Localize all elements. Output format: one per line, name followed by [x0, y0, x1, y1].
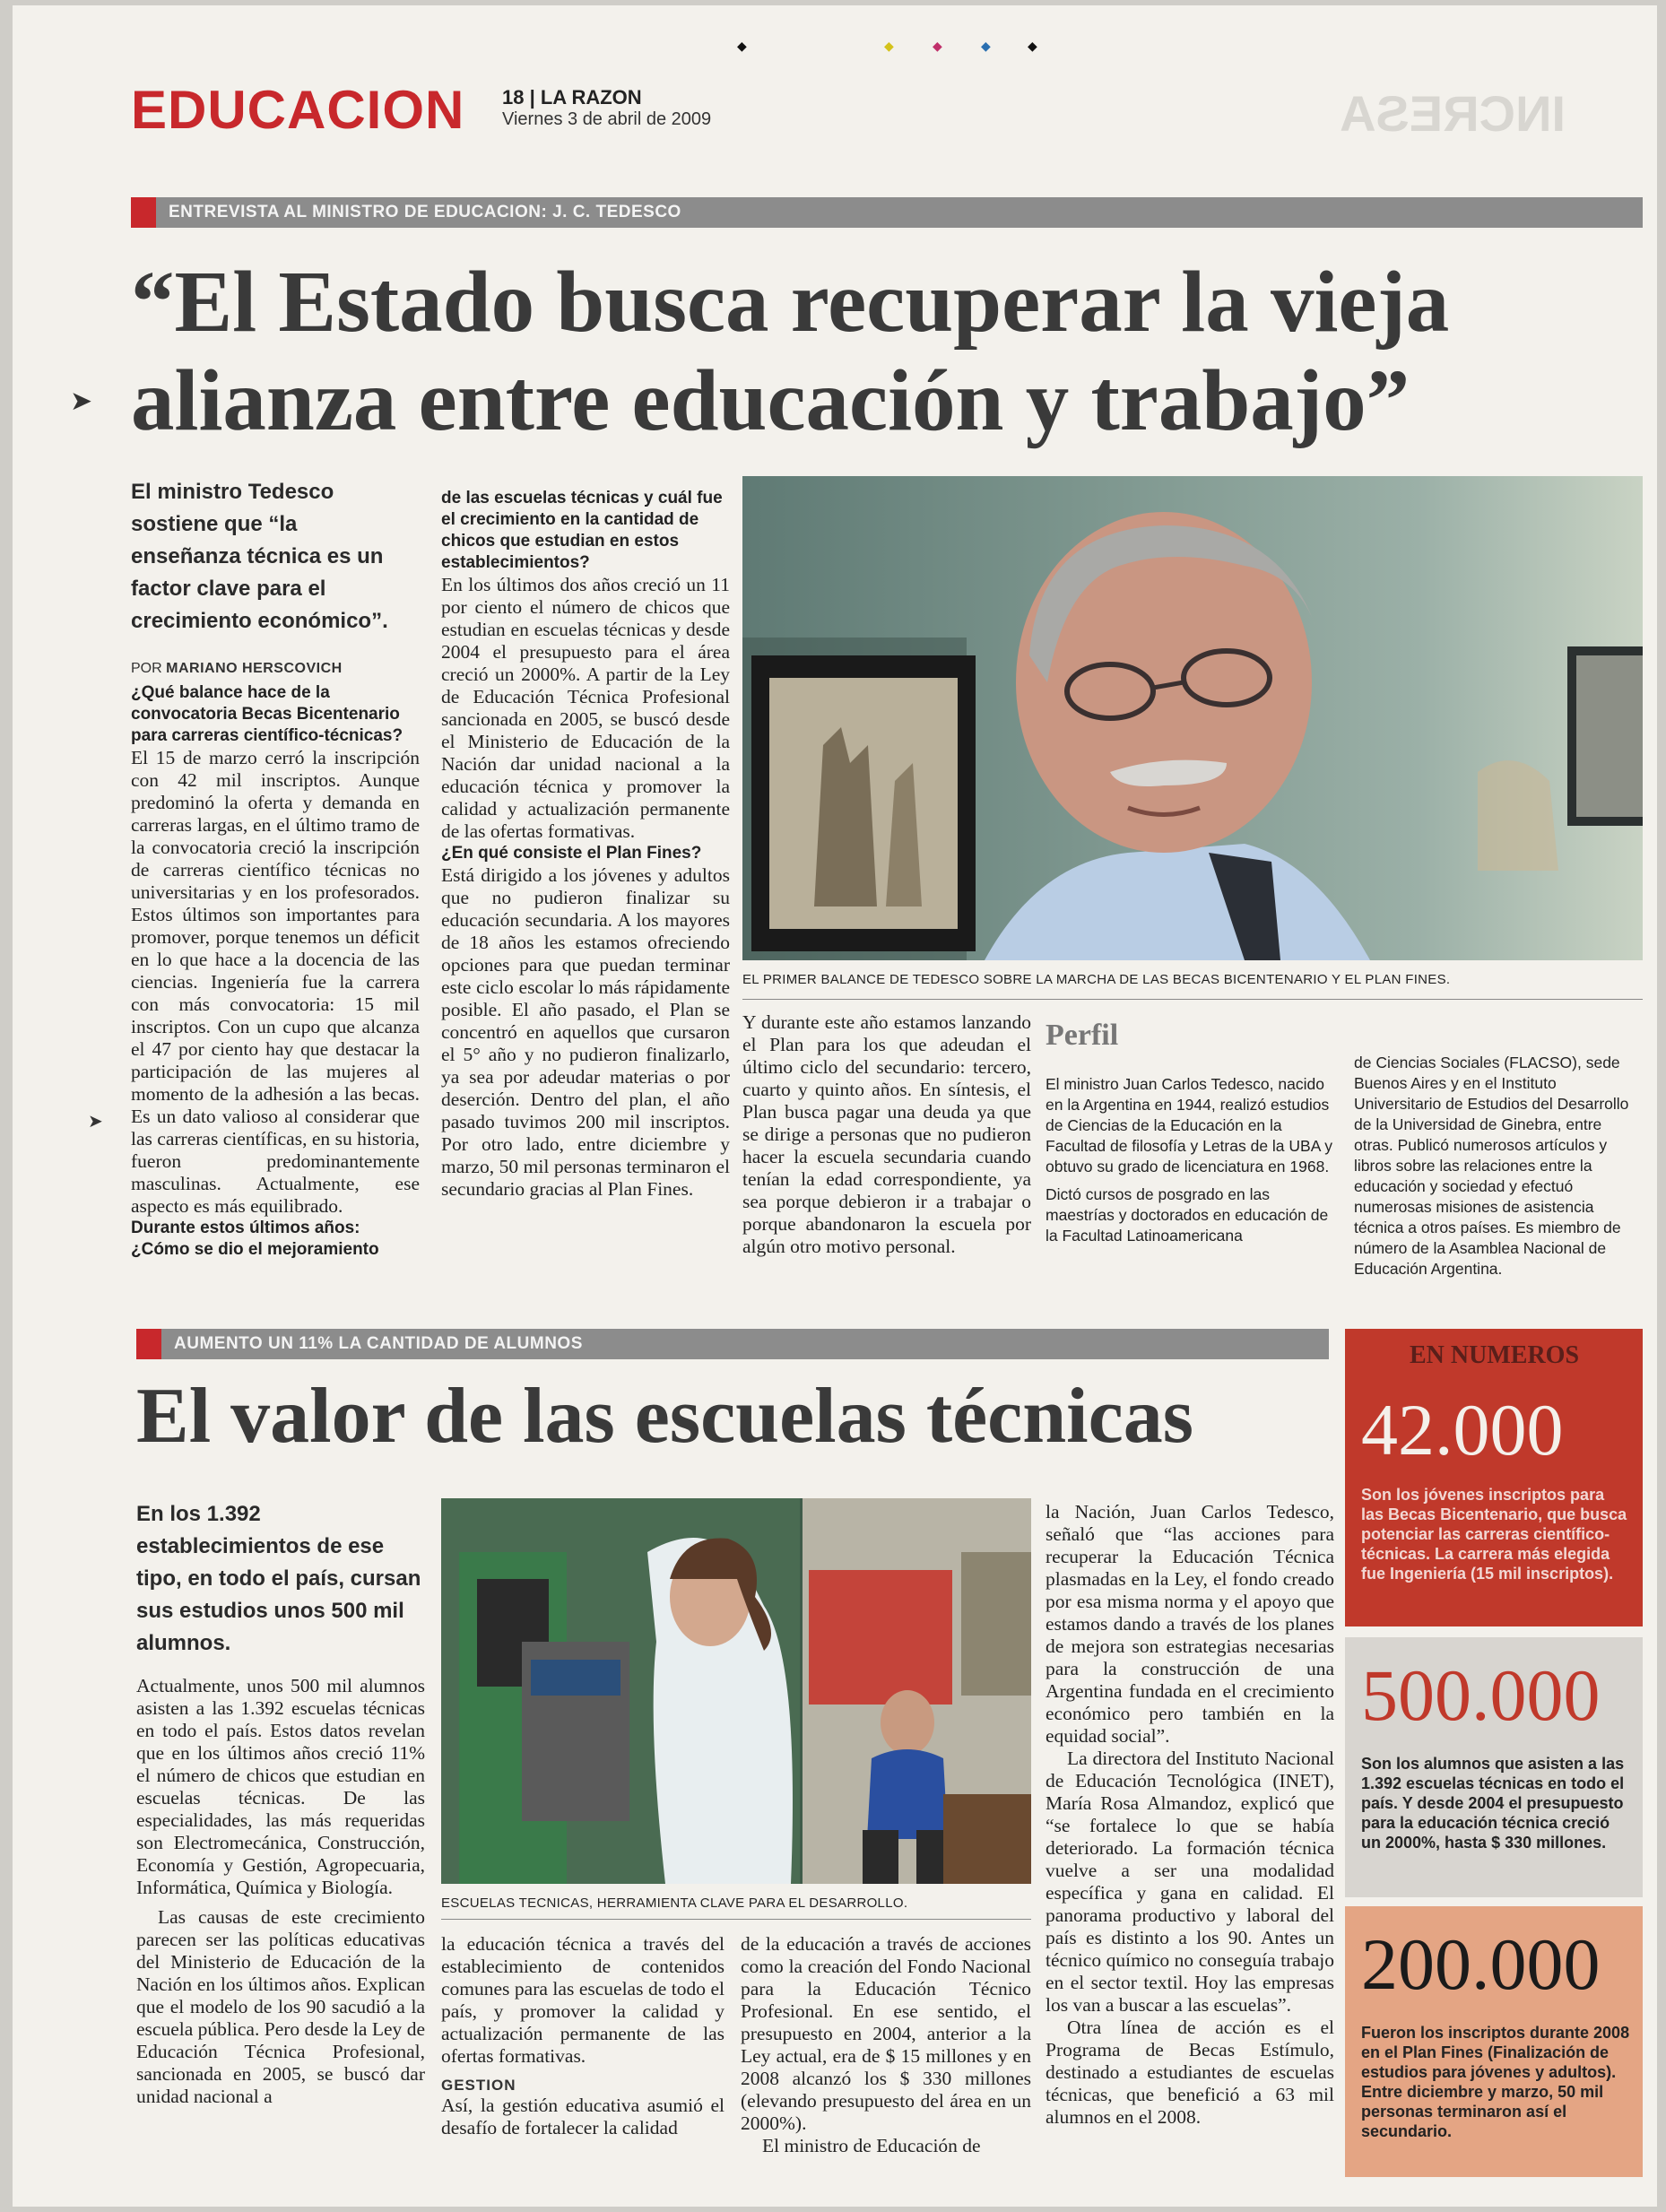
numbers-title: EN NUMEROS: [1410, 1341, 1580, 1369]
answer-3: Está dirigido a los jóvenes y adultos que no pudieron finalizar su educación secundaria. A los mayores de 18 años les estamos ofreciendo opciones para que puedan terminar este ciclo escolar lo más rápidamente posible. El año pasado, el Plan se concentró en aquellos que cursaron el 5° año y no pudieron finalizarlo, ya sea por adeudar materias o por deserción. Dentro del plan, el año pasado tuvimos 200 mil inscriptos. Por otro lado, entre diciembre y marzo, 50 mil personas terminaron el secundario gracias al Plan Fines.: [441, 864, 730, 1200]
perfil-col1: [1046, 1074, 1341, 1246]
kicker-label: ENTREVISTA AL MINISTRO DE EDUCACION: J. C. TEDESCO: [169, 203, 681, 221]
workshop-illustration: [441, 1498, 1031, 1884]
schools-col1: [136, 1675, 425, 2108]
number-text: Fueron los inscriptos durante 2008 en el Plan Fines (Finalización de estudios para jóvenes y adultos). Entre diciembre y marzo, 50 mil personas terminaron así el secundario.: [1361, 2024, 1630, 2140]
kicker-square: [136, 1329, 161, 1359]
kicker-square: [131, 197, 156, 228]
schools-kicker: [136, 1329, 1329, 1359]
question-3: ¿En qué consiste el Plan Fines?: [441, 844, 702, 863]
newspaper-page: [13, 5, 1657, 2207]
number-text: Son los jóvenes inscriptos para las Becas Bicentenario, que busca potenciar las carreras científico-técnicas. La carrera más elegida fue Ingeniería (15 mil inscriptos).: [1361, 1486, 1627, 1583]
schools-col4: [1046, 1501, 1334, 2129]
byline: [131, 661, 343, 677]
schools-col2-p2: Así, la gestión educativa asumió el desafío de fortalecer la calidad: [441, 2095, 725, 2138]
page-number: 18 | LA RAZON: [502, 86, 642, 108]
interview-col1: [131, 682, 420, 1261]
bleed-through-text: INCRESA: [1340, 85, 1566, 142]
schools-photo-caption: ESCUELAS TECNICAS, HERRAMIENTA CLAVE PARA EL DESARROLLO.: [441, 1895, 908, 1911]
portrait-illustration: [742, 476, 1643, 960]
perfil-col2: de Ciencias Sociales (FLACSO), sede Buenos Aires y en el Instituto Universitario de Estudios del Desarrollo de la Universidad de Ginebra, entre otras. Publicó numerosos artículos y libros sobre las relaciones entre la educación y sociedad y efectuó numerosas misiones de asistencia técnica a otros países. Es miembro de número de la Asamblea Nacional de Educación Argentina.: [1354, 1054, 1629, 1278]
perfil-paragraph-1: El ministro Juan Carlos Tedesco, nacido en la Argentina en 1944, realizó estudios de Ciencias de la Educación en la Facultad de filosofía y Letras de la UBA y obtuvo su grado de licenciatura en 1968.: [1046, 1075, 1333, 1175]
schools-col4-p2: La directora del Instituto Nacional de Educación Tecnológica (INET), María Rosa Almandoz, explicó que “se fortalece lo que se había deteriorado. La formación técnica vuelve a ser una modalidad específica y gana en calidad. El panorama productivo y laboral del país es distinto a los 90. Antes un técnico químico no conseguía trabajo en el sector textil. Hoy las empresas los van a buscar a las escuelas”.: [1046, 1748, 1334, 2016]
registration-dots: ◆: [933, 40, 942, 54]
interview-lede: El ministro Tedesco sostiene que “la enseñanza técnica es un factor clave para el crecimiento económico”.: [131, 480, 388, 633]
registration-dots: ◆: [1028, 40, 1037, 54]
schools-col3-p2: El ministro de Educación de: [762, 2135, 981, 2156]
schools-photo: [441, 1498, 1031, 1884]
interview-kicker: [131, 197, 1643, 228]
tedesco-photo: [742, 476, 1643, 960]
perfil-title: Perfil: [1046, 1019, 1119, 1052]
schools-col2-p1: la educación técnica a través del establecimiento de contenidos comunes para las escuelas de todo el país, y promover la calidad y actualización permanente de las ofertas formativas.: [441, 1933, 725, 2067]
schools-col1-p2: Las causas de este crecimiento parecen ser las políticas educativas del Ministerio de Educación de la Nación en los últimos años. Explican que el modelo de los 90 sacudió a la escuela pública. Pero desde la Ley de Educación Técnica Profesional, sancionada en 2005, se buscó dar unidad nacional a: [136, 1906, 425, 2107]
interview-headline-line2: alianza entre educación y trabajo”: [131, 352, 1410, 448]
answer-1: El 15 de marzo cerró la inscripción con 42 mil inscriptos. Aunque predominó la oferta y demanda en carreras largas, en el último tramo de la convocatoria creció la inscripción de carreras científico técnicas no universitarias y en los profesorados. Estos últimos son importantes para promover, porque tenemos un déficit en lo que hace a la docencia de las ciencias. Ingeniería fue la carrera con más convocatoria: 15 mil inscriptos. Con un cupo que alcanza el 47 por ciento hay que destacar la participación de las mujeres al momento de la adhesión a las becas. Es un dato valioso al considerar que las carreras científicas, en su historia, fueron predominantemente masculinas. Actualmente, ese aspecto es más equilibrado.: [131, 747, 420, 1217]
schools-col2: [441, 1933, 725, 2139]
schools-lede: En los 1.392 establecimientos de ese tipo, en todo el país, cursan sus estudios unos 500 mil alumnos.: [136, 1502, 421, 1655]
question-2: Durante estos últimos años: ¿Cómo se dio el mejoramiento: [131, 1219, 379, 1259]
interview-col3: Y durante este año estamos lanzando el Plan para los que adeudan el último ciclo del secundario: tercero, cuarto y quinto años. En síntesis, el Plan busca pagar una deuda ya que se dirige a personas que no pudieron hacer la escuela secundaria cuando tenían la edad correspondiente, ya sea porque debieron ir a trabajar o porque abandonaron la escuela por algún otro motivo personal.: [742, 1011, 1031, 1257]
schools-subhead: GESTION: [441, 2077, 516, 2094]
schools-col4-p1: la Nación, Juan Carlos Tedesco, señaló que “las acciones para recuperar la Educación Técnica plasmadas en la Ley, el fondo creado por esa misma norma y el apoyo que estamos dando a través de los planes de mejora son estrategias necesarias para la construcción de una Argentina fundada en el crecimiento económico pero también en la equidad social”.: [1046, 1501, 1334, 1747]
section-title: EDUCACION: [131, 80, 465, 140]
registration-dots: ◆: [981, 40, 991, 54]
answer-2: En los últimos dos años creció un 11 por ciento el número de chicos que estudian en escuelas técnicas y desde 2004 el presupuesto para el área creció un 2000%. A partir de la Ley de Educación Técnica Profesional sancionada en 2005, se buscó desde el Ministerio de Educación de la Nación dar unidad nacional a la educación técnica y promover la calidad y actualización permanente de las ofertas formativas.: [441, 574, 730, 842]
schools-col1-p1: Actualmente, unos 500 mil alumnos asisten a las 1.392 escuelas técnicas en todo el país. Estos datos revelan que en los últimos años creció 11% el número de chicos que estudian en escuelas técnicas. De las especialidades, las más requeridas son Electromecánica, Construcción, Economía y Gestión, Agropecuaria, Informática, Química y Biología.: [136, 1675, 425, 1898]
byline-prefix: POR: [131, 661, 162, 676]
number-text: Son los alumnos que asisten a las 1.392 escuelas técnicas en todo el país. Y desde 2004 el presupuesto para la educación técnica creció un 2000%, hasta $ 330 millones.: [1361, 1755, 1625, 1852]
tedesco-photo-caption: EL PRIMER BALANCE DE TEDESCO SOBRE LA MARCHA DE LAS BECAS BICENTENARIO Y EL PLAN FINES.: [742, 972, 1451, 987]
interview-headline-line1: “El Estado busca recuperar la vieja: [131, 254, 1450, 350]
caption-rule: [441, 1919, 1031, 1920]
schools-col4-p3: Otra línea de acción es el Programa de Becas Estímulo, destinado a estudiantes de escuelas técnicas, que benefició a 63 mil alumnos en el 2008.: [1046, 2017, 1334, 2128]
interview-col2: [441, 488, 730, 1201]
registration-dots: ◆: [737, 40, 747, 54]
schools-col3: [741, 1933, 1031, 2157]
numbers-box-1: [1345, 1329, 1643, 1626]
fold-marker-icon: ➤: [70, 386, 93, 416]
number-value: 500.000: [1361, 1654, 1601, 1736]
fold-marker-icon: ➤: [88, 1112, 103, 1132]
page-date: Viernes 3 de abril de 2009: [502, 109, 712, 129]
kicker-label: AUMENTO UN 11% LA CANTIDAD DE ALUMNOS: [174, 1334, 583, 1353]
schools-col3-p1: de la educación a través de acciones como la creación del Fondo Nacional para la Educación Técnico Profesional. En ese sentido, el presupuesto en 2004, anterior a la Ley actual, era de $ 15 millones y en 2008 alcanzó los $ 330 millones (elevando presupuesto del área en un 2000%).: [741, 1933, 1031, 2134]
caption-rule: [742, 999, 1643, 1000]
question-2-cont: de las escuelas técnicas y cuál fue el crecimiento en la cantidad de chicos que estudian en estos establecimientos?: [441, 489, 723, 572]
byline-author: MARIANO HERSCOVICH: [166, 661, 343, 676]
numbers-box-2: [1345, 1637, 1643, 1897]
number-value: 200.000: [1361, 1923, 1601, 2005]
schools-headline: El valor de las escuelas técnicas: [136, 1373, 1193, 1460]
registration-dots: ◆: [884, 40, 894, 54]
perfil-paragraph-2: Dictó cursos de posgrado en las maestrías y doctorados en educación de la Facultad Latinoamericana: [1046, 1185, 1329, 1245]
number-value: 42.000: [1361, 1389, 1564, 1470]
numbers-box-3: [1345, 1906, 1643, 2177]
question-1: ¿Qué balance hace de la convocatoria Becas Bicentenario para carreras científico-técnicas?: [131, 683, 403, 745]
